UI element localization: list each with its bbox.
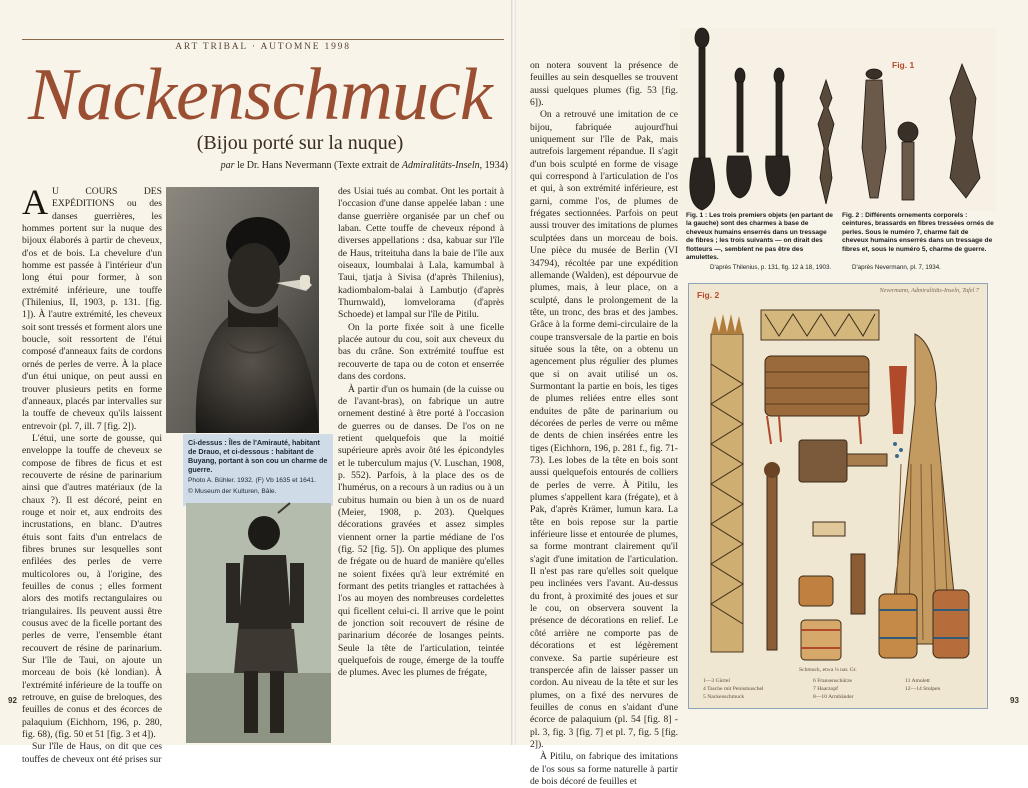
figure-1-source: D'après Thilenius, p. 131, fig. 12 à 18, 1903. — [710, 264, 832, 271]
photo-portrait-buyang — [186, 503, 331, 743]
lead-in: U COURS DES EXPÉDITIONS — [52, 186, 162, 210]
plate-body-ornaments — [689, 284, 989, 710]
legend-item: 12—14 Stulpen — [905, 686, 941, 692]
page-number-left: 92 — [8, 696, 17, 705]
drop-cap: A — [22, 182, 48, 222]
figure-1-drawing — [680, 28, 996, 211]
plate-scale-note: Schmuck, etwa ¼ nat. Gr. — [799, 667, 857, 673]
left-page — [0, 0, 512, 765]
byline-author: le Dr. Hans Nevermann (Texte extrait de — [237, 160, 400, 171]
legend-item: 7 Haarzopf — [813, 686, 839, 692]
legend-item: 4 Tasche mit Penismuschel — [703, 686, 764, 692]
figure-1-caption-text: Fig. 1 : Les trois premiers objets (en partant de la gauche) sont des charmes à base de cheveux humains enserrés dans un tressage de fibres ; les trois suivants — on dirait des flotteurs —, semblent ne pas être des amulettes. — [686, 212, 833, 262]
text-column-3 — [530, 60, 678, 787]
figure-1-label: Fig. 1 — [892, 60, 915, 70]
legend-item: 6 Fransenschürze — [813, 678, 852, 684]
caption-text: Ci-dessus : Îles de l'Amirauté, habitant de Drauo, et ci-dessous : habitant de Buyang, portant à son cou un charme de guerre. — [188, 438, 328, 474]
paragraph: On a retrouvé une imitation de ce bijou, fabriquée aujourd'hui uniquement sur l'île de Pak, mais autrefois largement répandue. Il s'agit d'un bois sculpté en forme de visage qui correspond à l'articulation de l'os et qui, à son extrémité inférieure, est garni, comme l'os, de plumes de frégates sectionnées. Parfois on peut aussi trouver des imitations de plumes sculptées dans un morceau de bois. Une pièce du musée de Berlin (VI 34794), récoltée par une expédition allemande (Walden), est dépourvue de plumes, mais, à leur place, on a sculpté, dans le prolongement de la tête, un tronc, des bras et des jambes. Grâce à la forme demi-circulaire de la coupe transversale de la partie en bois située sous la tête, on a obtenu un agencement plus régulier des plumes que si on avait utilisé un os. Surmontant la partie en bois, les tiges de plumes reliées entre elles sont enduites de pâte de parinarium ou décorées de perles de verre ou même de dents de chien insérées entre les tiges (Eichhorn, 196, p. 281 f., fig. 71-73). Les lobes de la tête en bois sont aussi quelquefois entourés de colliers de perles de verre. À Pitilu, les plumes s'appellent kara (frégate), et à Pak, d'après Krämer, lumun kara. La tête en bois repose sur la partie inférieure lisse et entourée de plumes, sa forme montrant clairement qu'il s'agit d'une imitation de l'articulation. Il n'est pas rare qu'elles soit quelque peu inclinées vers l'avant. Au-dessus du front, à proximité des joues et sur le cou, on observera souvent la présence de décorations en relief. Le côté arrière ne comporte pas de décorations et est légèrement convexe. Sa partie supérieure est transpercée afin de laisser passer un cordon. Au niveau de la tête et sur les plumes, on a fixé des nervures de feuilles de conus en s'aidant d'une écorce de palaquium (pl. 54 [fig. 8] - pl. 3, fig. 3 [fig. 7] et pl. 7, fig. 5 [fig. 2]). — [530, 109, 678, 750]
page-number-right: 93 — [1010, 696, 1019, 705]
paragraph: L'étui, une sorte de gousse, qui enveloppe la touffe de cheveux se compose de fibres de ficus et est recouverte de résine de parinarium ainsi que d'autres matériaux (de la chaux ?). Il est décoré, peint en rouge et noir et, aux endroits des incrustations, en blanc. D'autres étuis sont faits d'un entrelacs de fibres brunes sur lesquelles sont enfilées des perles de verre multicolores ou, à l'origine, des feuilles de conus ; elles forment alors des motifs rectangulaires ou triangulaires. Ils peuvent aussi être cousus avec de la ficelle portant des perles de verre, l'ensemble étant recouvert de résine de parinarium. Sur l'île de Taui, on ajoute un morceau de bois (kè londian). À l'extrémité inférieure de la touffe on retrouve, en guise de breloques, des feuilles de conus et des écorces de palaquium (Eichhorn, 196, p. 280, fig. 68), (fig. 50 et 51 [fig. 3 et 4]). — [22, 432, 162, 741]
paragraph: ou des danses guerrières, les hommes portent sur la nuque des bijoux élaborés à partir de cheveux, d'os et de bois. La chevelure d'un homme est passée à l'intérieur d'un long étui pour former, à son extrémité inférieure, une touffe (Thilenius, II, 1903, p. 131. [fig. 1]). À l'autre extrémité, les cheveux soit sont tressés et forment alors une boucle, soit ressortent de l'étui composé d'anneaux faits de cordons ornés de perles de verre. À la place d'un étui unique, on peut aussi en trouver plusieurs petits en forme d'anneaux, placés par intervalles sur la touffe de cheveux qu'ils laissent entrevoir (pl. 7, ill. 7 [fig. 2]). — [22, 198, 162, 432]
byline-source: Admiralitäts-Inseln — [401, 160, 480, 171]
drawing-hair-charms — [680, 28, 996, 211]
paragraph: À partir d'un os humain (de la cuisse ou de l'avant-bras), on fabrique un autre ornement destiné à être porté à l'occasion de guerres ou de danses. De l'os on ne retient quelquefois que la moitié supérieure après avoir ôté les épicondyles et le tuberculum majus (V. Luschan, 1908, p. 552). Parfois, à la place des os de l'humérus, on a recours à un radius ou à un cubitus humain ou bien à un os de nuard (Meier, 1908, p. 203). Quelques décorations gravées et assez simples viennent orner la partie médiane de l'os (fig. 52 [fig. 5]). On applique des plumes de frégate ou de huard de manière qu'elles ne soient fixées qu'à leur extrémité en formant des petits triangles et rattachées à l'os au moyen des nombreuses cordelettes qui ficellent celui-ci. Il arrive que le point de jonction soit recouvert de résine de parinarium décorée de losanges peints. Seule la tête de l'articulation, teintée quelquefois de rouge, émerge de la touffe de plumes. Avec les plumes de frégate, — [338, 383, 504, 679]
caption-credit-2: © Museum der Kulturen, Bâle. — [188, 488, 277, 495]
figure-2-plate — [688, 283, 988, 709]
figure-2-source: D'après Nevermann, pl. 7, 1934. — [852, 264, 941, 271]
running-head: ART TRIBAL · AUTOMNE 1998 — [22, 39, 504, 52]
legend-item: 8—10 Armbänder — [813, 694, 854, 700]
legend-item: 5 Nackenschmuck — [703, 694, 745, 700]
text-column-2 — [338, 186, 504, 706]
plate-heading: Nevermann, Admiralitäts-Inseln, Tafel 7 — [879, 287, 979, 294]
figure-2-caption-text: Fig. 2 : Différents ornements corporels : ceintures, brassards en fibres tressées ornés de perles. Sous le numéro 7, charme fait de cheveux humains enserrés dans un tressage de fibres et, sous le numéro 5, charme de guerre. — [842, 212, 994, 253]
byline — [88, 160, 508, 171]
figure-2-caption — [842, 212, 994, 254]
text-column-1 — [22, 182, 162, 765]
paragraph: Sur l'île de Haus, on dit que ces touffes de cheveux ont été prises sur — [22, 741, 162, 765]
figure-2-label: Fig. 2 — [697, 290, 720, 300]
byline-end: , 1934) — [479, 160, 508, 171]
paragraph: On la porte fixée soit à une ficelle placée autour du cou, soit aux cheveux du bas du crâne. Son extrémité touffue est recouverte de tapa ou de coton et enserrée dans des cordons. — [338, 321, 504, 383]
legend-item: 1—3 Gürtel — [703, 678, 730, 684]
photo-portrait-drauo — [166, 187, 319, 433]
photo-caption — [183, 434, 333, 506]
portrait-photo-image — [166, 187, 319, 433]
paragraph: À Pitilu, on fabrique des imitations de l'os sous sa forme naturelle à partir de bois décoré de feuilles et — [530, 751, 678, 787]
paragraph: on notera souvent la présence de feuilles au sein desquelles se trouvent aussi quelques plumes (fig. 53 [fig. 6]). — [530, 60, 678, 109]
caption-credit-1: Photo A. Bühler. 1932. (F) Vb 1635 et 1641. — [188, 477, 316, 484]
article-title: Nackenschmuck — [28, 54, 492, 136]
paragraph: des Usiai tués au combat. Ont les portait à l'occasion d'une danse appelée laban : une danse guerrière organisée par un chef ou laban. Cette touffe de cheveux répond à diverses appellations : dsa, kabuar sur l'île de Haus, triteituha dans la baie de l'île aux oiseaux, loumbalai à Lala, kamumbal à Taui, tjatja à Sivisa (d'après Thilenius), kadiombalom-balai à Lambutjo (d'après Thurnwald), lomvelorama (d'après Schoede) et lampal sur l'île de Pitilu. — [338, 186, 504, 321]
figure-1-caption — [686, 212, 836, 262]
byline-par: par — [220, 160, 235, 171]
legend-item: 11 Amulett — [905, 678, 930, 684]
article-subtitle: (Bijou porté sur la nuque) — [196, 132, 404, 154]
portrait-photo-image — [186, 503, 331, 743]
